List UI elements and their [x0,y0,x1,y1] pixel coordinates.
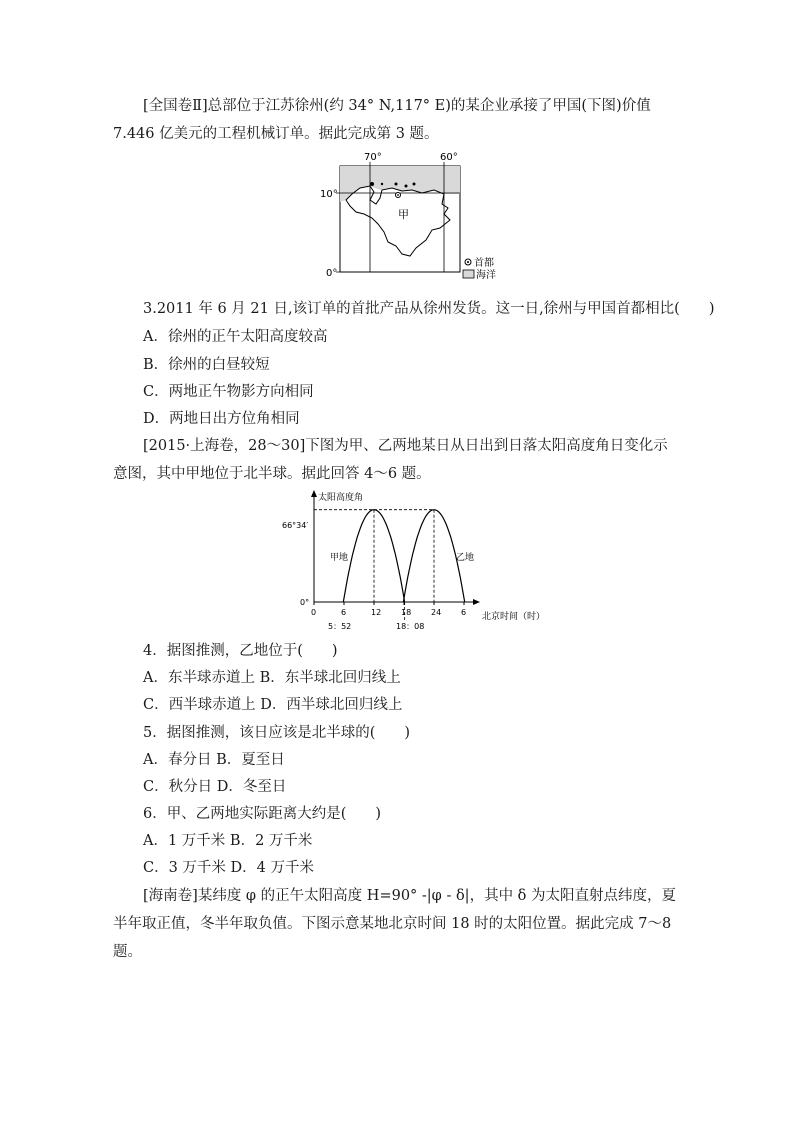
country-label: 甲 [398,208,409,221]
legend-capital-label: 首都 [474,258,494,269]
y-tick-label: 0° [300,598,310,607]
legend-ocean-label: 海洋 [476,270,496,281]
x-axis-arrow [473,599,480,605]
q4-option-row: C．西半球赤道上 D．西半球北回归线上 [143,697,403,713]
x-axis-label: 北京时间（时） [482,612,546,622]
series-label-乙地: 乙地 [456,553,475,563]
q5-option-row: C．秋分日 D．冬至日 [143,779,287,795]
x-ticks [311,602,466,617]
q3-option-b: B．徐州的白昼较短 [143,357,270,373]
lat-top-label: 10° [320,189,338,200]
island-dot [413,183,416,186]
lat-bottom-label: 0° [326,268,338,279]
series-label-甲地: 甲地 [330,553,349,563]
lon-left-label: 70° [364,152,382,163]
q6-stem: 6．甲、乙两地实际距离大约是( ) [143,806,382,822]
q6-option-row: C．3 万千米 D．4 万千米 [143,860,314,876]
legend-capital-dot [467,261,469,263]
legend-ocean-swatch [463,270,474,278]
lon-right-label: 60° [440,152,458,163]
island-dot [370,182,374,186]
q3-intro: [全国卷Ⅱ]总部位于江苏徐州(约 34° N,117° E)的某企业承接了甲国(下图)价值 7.446 亿美元的工程机械订单。据此完成第 3 题。 [113,98,651,142]
y-axis-label: 太阳高度角 [318,493,364,503]
q4-stem: 4．据图推测，乙地位于( ) [143,643,338,659]
sunset-annotation: 18：08 [396,622,425,631]
solar-altitude-chart [278,490,546,635]
q3-stem: 3.2011 年 6 月 21 日,该订单的首批产品从徐州发货。这一日,徐州与甲国首都相比( ) [143,301,715,317]
q3-option-c: C．两地正午物影方向相同 [143,384,314,400]
island-dot [381,183,383,185]
x-tick-label: 6 [341,608,347,617]
q6-option-row: A．1 万千米 B．2 万千米 [143,833,313,849]
x-tick-label: 0 [311,608,317,617]
x-tick-label: 18 [401,608,412,617]
q46-intro: [2015·上海卷，28～30]下图为甲、乙两地某日从日出到日落太阳高度角日变化示意图，其中甲地位于北半球。据此回答 4～6 题。 [113,438,668,482]
q3-option-d: D．两地日出方位角相同 [143,411,300,427]
x-tick-label: 24 [431,608,442,617]
sunrise-annotation: 5：52 [328,622,352,631]
x-tick-label: 6 [461,608,467,617]
y-axis-arrow [311,490,317,497]
country-map [316,148,506,283]
capital-dot [397,194,399,196]
x-tick-label: 12 [371,608,382,617]
island-dot [395,183,398,186]
q5-stem: 5．据图推测，该日应该是北半球的( ) [143,725,411,741]
q5-option-row: A．春分日 B．夏至日 [143,752,285,768]
island-dot [405,185,408,188]
y-tick-label: 66°34′ [282,521,309,530]
q78-intro: [海南卷]某纬度 φ 的正午太阳高度 H=90° -|φ - δ|，其中 δ 为太阳直射点纬度，夏半年取正值，冬半年取负值。下图示意某地北京时间 18 时的太阳位置。据此完成 7～8 题。 [113,888,677,960]
q4-option-row: A．东半球赤道上 B．东半球北回归线上 [143,670,401,686]
q3-option-a: A．徐州的正午太阳高度较高 [143,329,328,345]
